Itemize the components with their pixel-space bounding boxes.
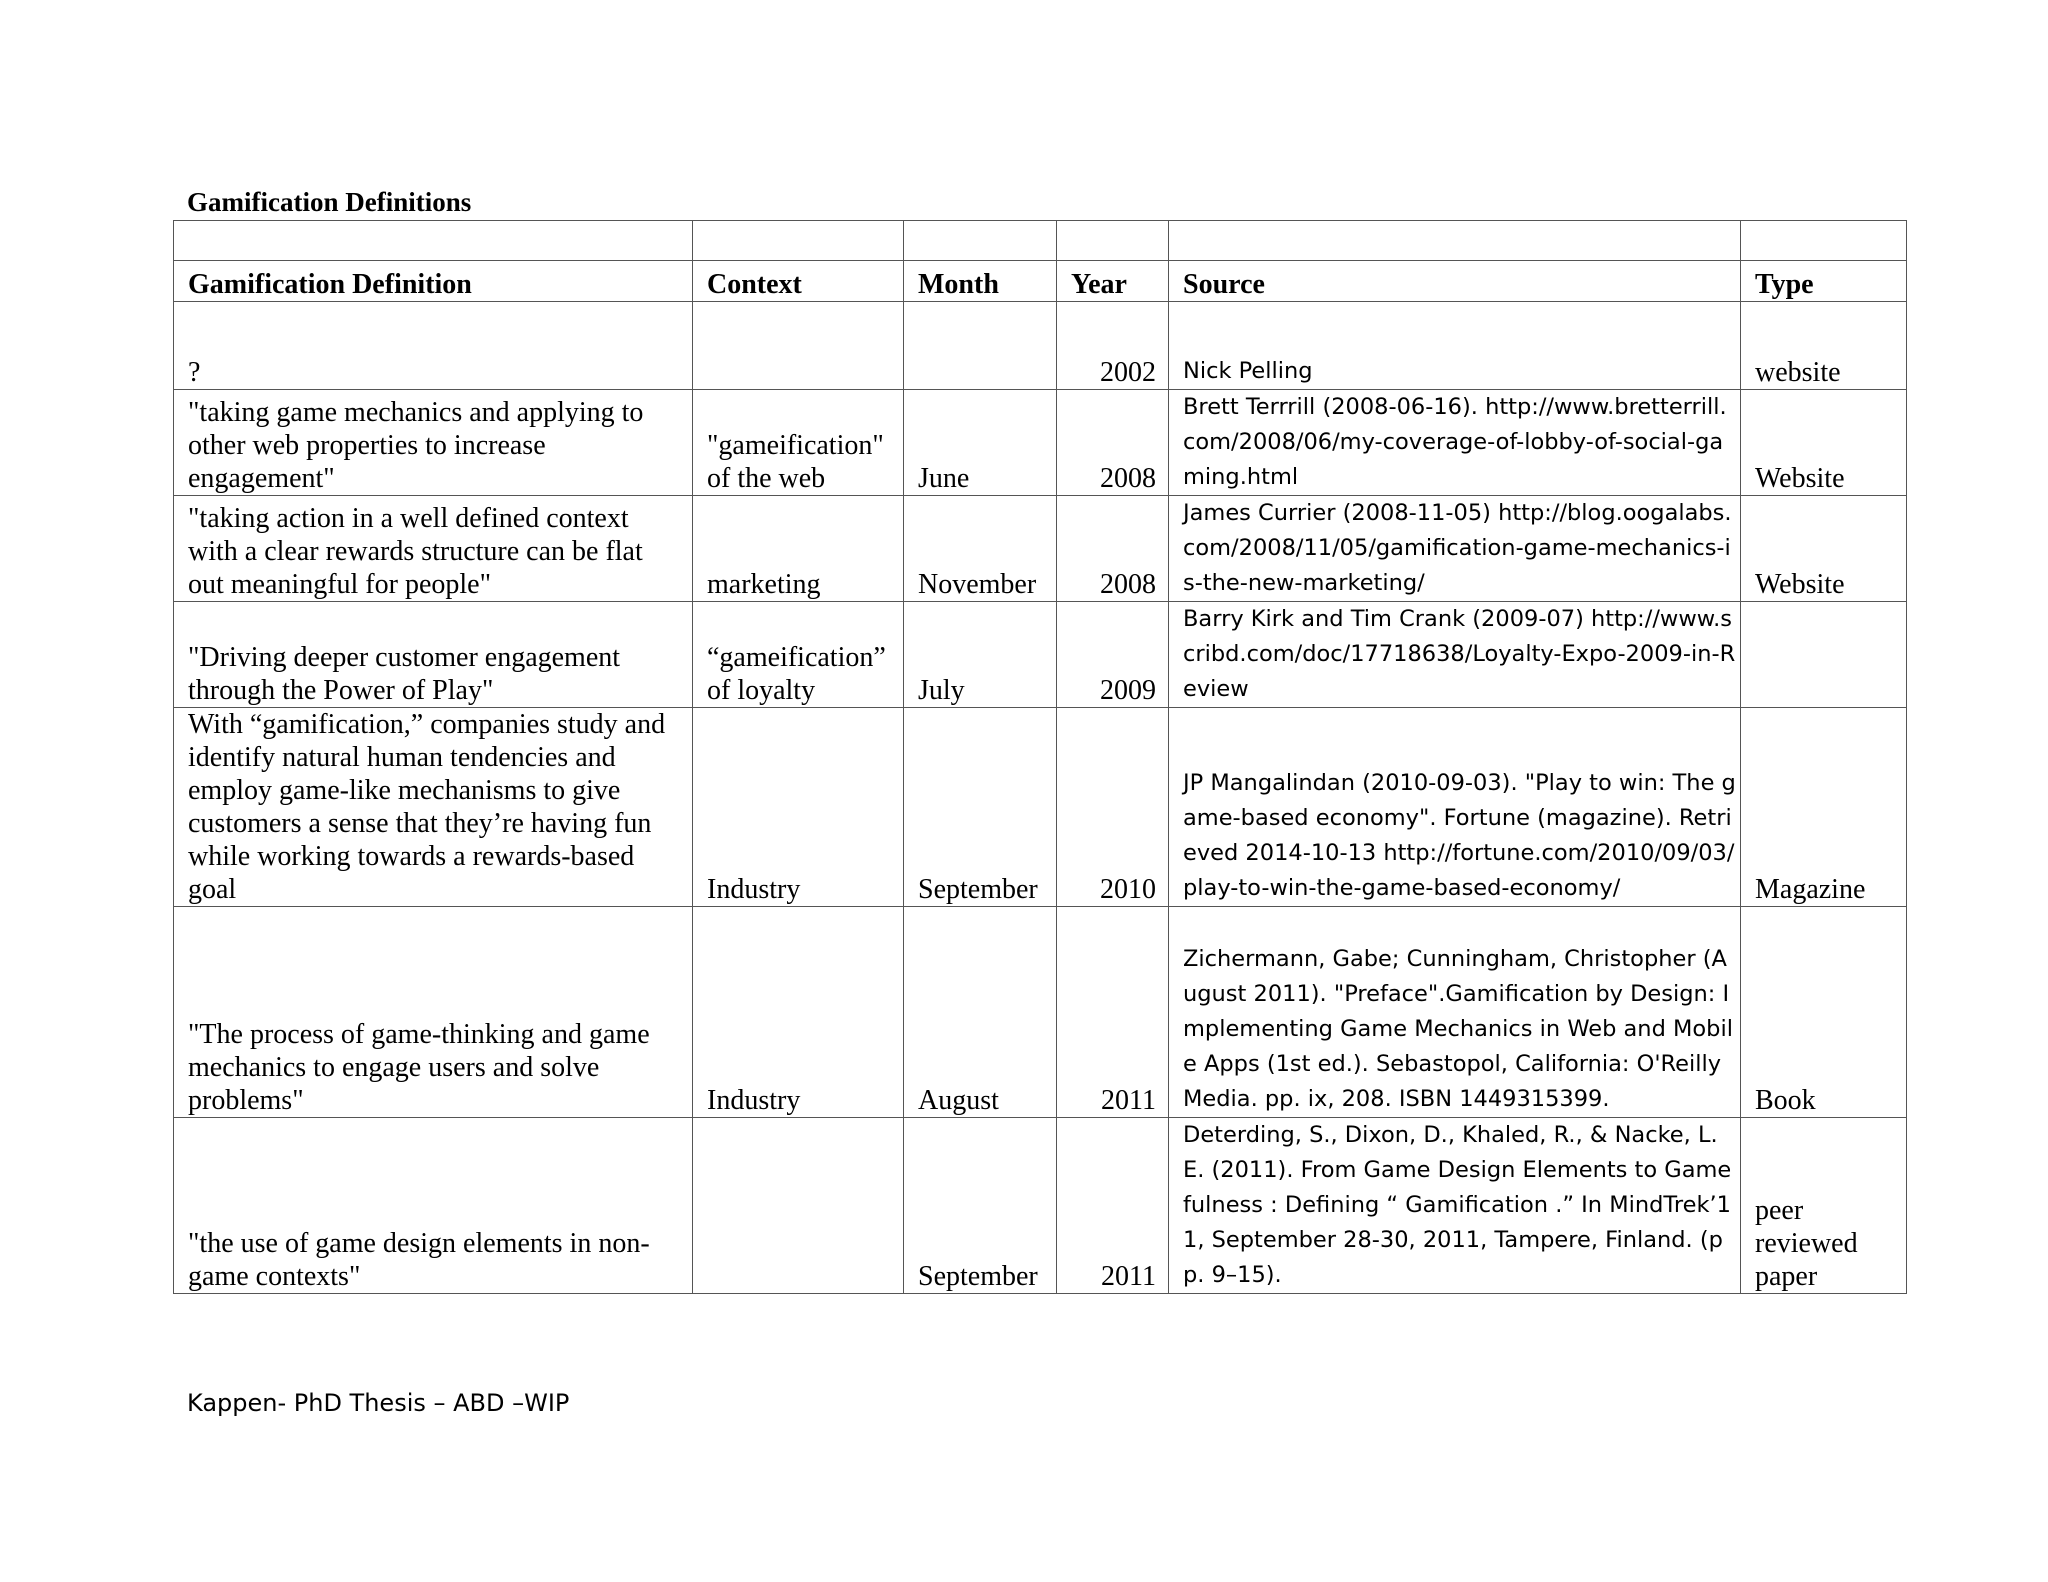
- page-title: Gamification Definitions: [187, 187, 472, 217]
- table-cell: [1741, 221, 1907, 261]
- header-type: Type: [1741, 261, 1907, 302]
- table-cell: [174, 221, 693, 261]
- type-cell: website: [1741, 302, 1907, 390]
- month-cell: November: [904, 496, 1057, 602]
- table-row: [174, 708, 1907, 907]
- month-cell: July: [904, 602, 1057, 708]
- context-cell: [693, 1118, 904, 1294]
- type-cell: [1741, 602, 1907, 708]
- table-row: [174, 496, 1907, 602]
- type-cell: Book: [1741, 907, 1907, 1118]
- header-source: Source: [1169, 261, 1741, 302]
- table-row: [174, 302, 1907, 390]
- definition-cell: ?: [174, 302, 693, 390]
- source-cell: Brett Terrrill (2008-06-16). http://www.bretterrill.com/2008/06/my-coverage-of-lobby-of-social-gaming.html: [1169, 390, 1741, 496]
- context-cell: Industry: [693, 907, 904, 1118]
- definitions-table: [173, 220, 1907, 1294]
- table-row: [174, 602, 1907, 708]
- type-cell: peer reviewed paper: [1741, 1118, 1907, 1294]
- table-header-row: [174, 261, 1907, 302]
- definition-cell: With “gamification,” companies study and identify natural human tendencies and employ game-like mechanisms to give customers a sense that they’re having fun while working towards a rewards-based goal: [174, 708, 693, 907]
- month-cell: August: [904, 907, 1057, 1118]
- year-cell: 2009: [1057, 602, 1169, 708]
- header-context: Context: [693, 261, 904, 302]
- context-cell: “gameification” of loyalty: [693, 602, 904, 708]
- year-cell: 2008: [1057, 496, 1169, 602]
- source-cell: Barry Kirk and Tim Crank (2009-07) http://www.scribd.com/doc/17718638/Loyalty-Expo-2009-in-Review: [1169, 602, 1741, 708]
- source-cell: Zichermann, Gabe; Cunningham, Christopher (August 2011). "Preface".Gamification by Design: Implementing Game Mechanics in Web and Mobile Apps (1st ed.). Sebastopol, California: O'Reilly Media. pp. ix, 208. ISBN 1449315399.: [1169, 907, 1741, 1118]
- table-row: [174, 907, 1907, 1118]
- type-cell: Magazine: [1741, 708, 1907, 907]
- year-cell: 2011: [1057, 907, 1169, 1118]
- context-cell: "gameification" of the web: [693, 390, 904, 496]
- header-year: Year: [1057, 261, 1169, 302]
- year-cell: 2008: [1057, 390, 1169, 496]
- source-cell: JP Mangalindan (2010-09-03). "Play to win: The game-based economy". Fortune (magazine). Retrieved 2014-10-13 http://fortune.com/2010/09/03/play-to-win-the-game-based-economy/: [1169, 708, 1741, 907]
- table-cell: [904, 221, 1057, 261]
- year-cell: 2002: [1057, 302, 1169, 390]
- definition-cell: "taking game mechanics and applying to other web properties to increase engagement": [174, 390, 693, 496]
- table-cell: [1169, 221, 1741, 261]
- header-definition: Gamification Definition: [174, 261, 693, 302]
- month-cell: [904, 302, 1057, 390]
- table-row: [174, 1118, 1907, 1294]
- definition-cell: "The process of game-thinking and game mechanics to engage users and solve problems": [174, 907, 693, 1118]
- context-cell: Industry: [693, 708, 904, 907]
- header-month: Month: [904, 261, 1057, 302]
- table-row: [174, 390, 1907, 496]
- type-cell: Website: [1741, 496, 1907, 602]
- table-spacer-row: [174, 221, 1907, 261]
- year-cell: 2010: [1057, 708, 1169, 907]
- type-cell: Website: [1741, 390, 1907, 496]
- month-cell: June: [904, 390, 1057, 496]
- definition-cell: "the use of game design elements in non-game contexts": [174, 1118, 693, 1294]
- table-cell: [1057, 221, 1169, 261]
- source-cell: James Currier (2008-11-05) http://blog.oogalabs.com/2008/11/05/gamification-game-mechanics-is-the-new-marketing/: [1169, 496, 1741, 602]
- year-cell: 2011: [1057, 1118, 1169, 1294]
- definition-cell: "taking action in a well defined context with a clear rewards structure can be flat out meaningful for people": [174, 496, 693, 602]
- context-cell: marketing: [693, 496, 904, 602]
- table-cell: [693, 221, 904, 261]
- month-cell: September: [904, 1118, 1057, 1294]
- month-cell: September: [904, 708, 1057, 907]
- context-cell: [693, 302, 904, 390]
- source-cell: Nick Pelling: [1169, 302, 1741, 390]
- page-footer: Kappen- PhD Thesis – ABD –WIP: [187, 1389, 570, 1417]
- source-cell: Deterding, S., Dixon, D., Khaled, R., & Nacke, L. E. (2011). From Game Design Elements to Gamefulness : Defining “ Gamification .” In MindTrek’11, September 28-30, 2011, Tampere, Finland. (pp. 9–15).: [1169, 1118, 1741, 1294]
- definition-cell: "Driving deeper customer engagement through the Power of Play": [174, 602, 693, 708]
